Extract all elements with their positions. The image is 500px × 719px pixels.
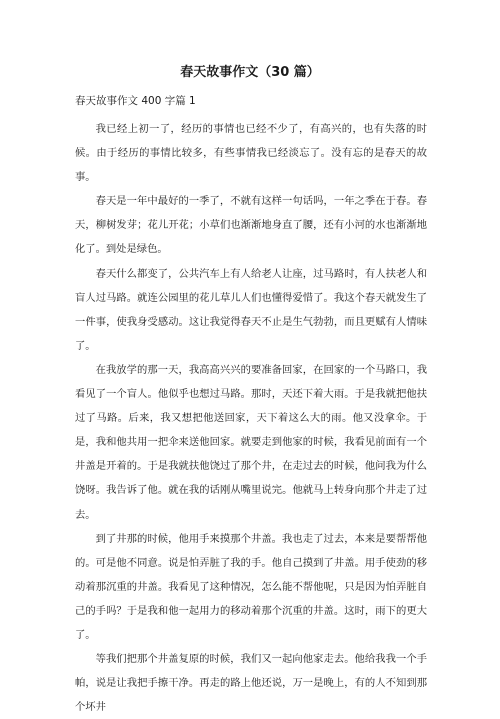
paragraph-5: 到了井那的时候，他用手来摸那个井盖。我也走了过去，本来是要帮帮他的。可是他不同意。说是怕弄脏了我的手。他自己摸到了井盖。用手使劲的移动着那沉重的井盖。我看见了这种情况，怎么能不帮他呢，只是因为怕弄脏自己的手吗？于是我和他一起用力的移动着那个沉重的井盖。这时，雨下的更大了。 [75,532,427,641]
document-body [75,117,427,719]
document-title: 春天故事作文（30 篇） [180,65,320,80]
paragraph-2: 春天是一年中最好的一季了，不就有这样一句话吗，一年之季在于春。春天，柳树发芽；花儿开花；小草们也渐渐地身直了腰，还有小河的水也渐渐地化了。到处是绿色。 [75,195,427,256]
paragraph-3: 春天什么都变了，公共汽车上有人给老人让座，过马路时，有人扶老人和盲人过马路。就连公园里的花儿草儿人们也懂得爱惜了。我这个春天就发生了一件事，使我身受感动。这让我觉得春天不止是生气勃勃，而且更赋有人情味了。 [75,267,427,352]
document-subtitle: 春天故事作文 400 字篇 1 [75,95,196,107]
paragraph-1: 我已经上初一了，经历的事情也已经不少了，有高兴的，也有失落的时候。由于经历的事情比较多，有些事情我已经淡忘了。没有忘的是春天的故事。 [75,123,427,184]
paragraph-6: 等我们把那个井盖复原的时候，我们又一起向他家走去。他给我我一个手帕，说是让我把手擦干净。再走的路上他还说，万一是晚上，有的人不知到那个坏井 [75,653,427,714]
paragraph-4: 在我放学的那一天，我高高兴兴的要准备回家，在回家的一个马路口，我看见了一个盲人。他似乎也想过马路。那时，天还下着大雨。于是我就把他扶过了马路。后来，我又想把他送回家，天下着这么大的雨。他又没拿伞。于是，我和他共用一把伞来送他回家。就要走到他家的时候，我看见前面有一个井盖是开着的。于是我就扶他饶过了那个井，在走过去的时候，他问我为什么饶呀。我告诉了他。就在我的话刚从嘴里说完。他就马上转身向那个井走了过去。 [75,363,427,521]
